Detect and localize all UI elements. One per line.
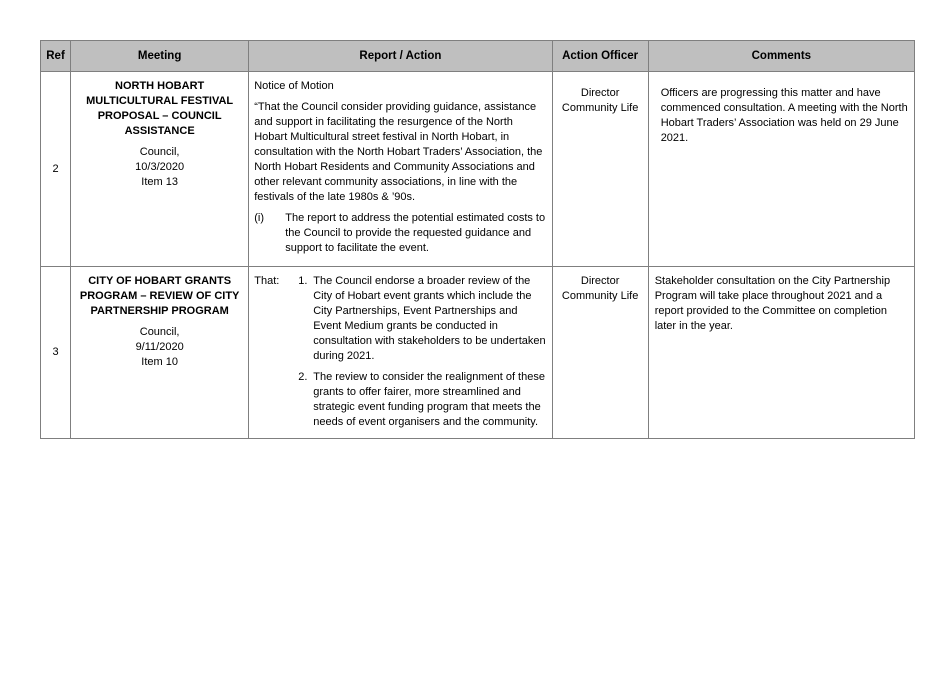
meeting-details: Council, 9/11/2020 Item 10 — [135, 326, 184, 368]
list-item-text: The review to consider the realignment of these grants to offer fairer, more streamlined and strategic event funding program that meets the needs of event organisers and the community. — [313, 371, 545, 428]
report-cell — [249, 267, 552, 439]
resolution-lead: That: — [254, 275, 280, 287]
meeting-title: CITY OF HOBART GRANTS PROGRAM – REVIEW OF CITY PARTNERSHIP PROGRAM — [79, 275, 240, 317]
meeting-details: Council, 10/3/2020 Item 13 — [135, 146, 185, 188]
report-sub-item — [254, 211, 546, 256]
resolution-block — [254, 274, 546, 430]
officer-cell: Director Community Life — [552, 72, 648, 267]
table-row — [41, 72, 915, 267]
meeting-cell — [71, 267, 249, 439]
action-table — [40, 40, 915, 439]
header-meeting: Meeting — [71, 41, 249, 72]
list-item — [298, 274, 546, 364]
table-row — [41, 267, 915, 439]
list-item-text: The Council endorse a broader review of the City of Hobart event grants which include the City Partnerships, Event Partnerships and Event Medium grants be conducted in consultation with stakeholders to be undertaken during 2021. — [313, 275, 546, 362]
header-officer: Action Officer — [552, 41, 648, 72]
sub-item-text: The report to address the potential estimated costs to the Council to provide the requested guidance and support to facilitate the event. — [285, 212, 546, 254]
header-report: Report / Action — [249, 41, 552, 72]
comments-cell: Officers are progressing this matter and have commenced consultation. A meeting with the North Hobart Traders’ Association was held on 29 June 2021. — [648, 72, 914, 267]
list-item-number: 2. — [298, 371, 308, 383]
report-title: Notice of Motion — [254, 80, 334, 92]
header-row — [41, 41, 915, 72]
header-ref: Ref — [41, 41, 71, 72]
meeting-title: NORTH HOBART MULTICULTURAL FESTIVAL PROPOSAL – COUNCIL ASSISTANCE — [86, 80, 234, 137]
list-item — [298, 370, 546, 430]
resolution-list — [298, 274, 546, 430]
list-item-number: 1. — [298, 275, 308, 287]
comments-cell: Stakeholder consultation on the City Partnership Program will take place throughout 2021 and a report provided to the Committee on completion later in the year. — [648, 267, 914, 439]
header-comments: Comments — [648, 41, 914, 72]
report-cell — [249, 72, 552, 267]
officer-cell: Director Community Life — [552, 267, 648, 439]
report-motion-text: “That the Council consider providing guidance, assistance and support in facilitating the resurgence of the North Hobart Multicultural street festival in North Hobart, in consultation with the North Hobart Traders’ Association, the North Hobart Residents and Community Associations and other relevant community associations, in line with the festivals of the late 1980s & ’90s. — [254, 101, 543, 203]
ref-cell: 2 — [41, 72, 71, 267]
ref-cell: 3 — [41, 267, 71, 439]
sub-item-label: (i) — [254, 212, 265, 224]
meeting-cell — [71, 72, 249, 267]
